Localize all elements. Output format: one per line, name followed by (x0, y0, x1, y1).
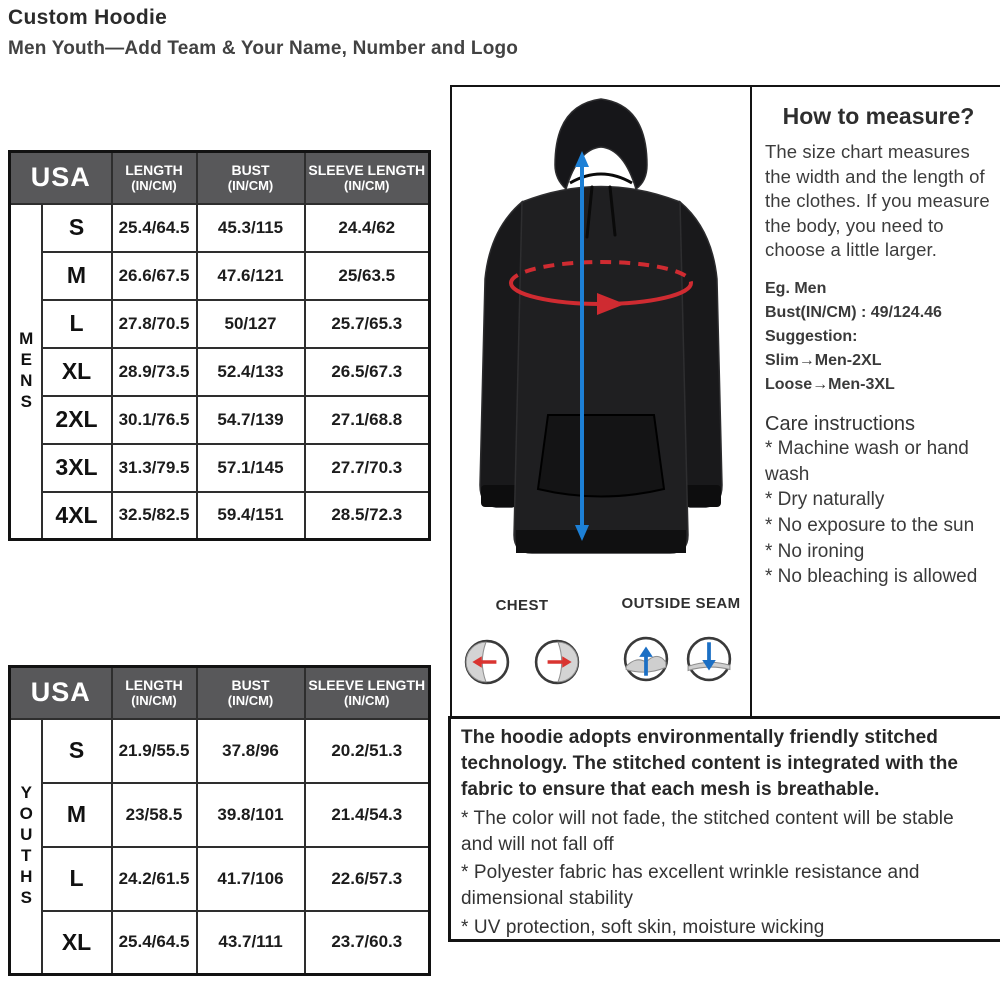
size-cell: M (42, 783, 112, 847)
example-line: Slim→Men-2XL (765, 351, 882, 369)
youths-header-bust (197, 667, 305, 719)
example-block (765, 277, 992, 397)
length-cell: 30.1/76.5 (112, 396, 197, 444)
sleeve-cell: 21.4/54.3 (305, 783, 430, 847)
header-label: SLEEVE LENGTH (308, 161, 426, 178)
sleeve-cell: 28.5/72.3 (305, 492, 430, 540)
size-row (10, 847, 430, 911)
mens-header-sleeve (305, 152, 430, 204)
length-cell: 27.8/70.5 (112, 300, 197, 348)
chest-label: CHEST (495, 597, 549, 614)
youths-header-row (10, 667, 430, 719)
sleeve-cell: 22.6/57.3 (305, 847, 430, 911)
size-cell: 4XL (42, 492, 112, 540)
example-line: Suggestion: (765, 327, 858, 345)
header-label: BUST (231, 161, 270, 178)
length-cell: 32.5/82.5 (112, 492, 197, 540)
size-row (10, 783, 430, 847)
hoodie-illustration (452, 87, 750, 587)
bust-cell: 59.4/151 (197, 492, 305, 540)
page-title: Custom Hoodie (8, 6, 168, 29)
sleeve-cell: 27.1/68.8 (305, 396, 430, 444)
youths-size-table (8, 665, 431, 976)
size-row (10, 719, 430, 783)
size-row (10, 204, 430, 252)
bust-cell: 54.7/139 (197, 396, 305, 444)
hoodie-illustration-panel (450, 85, 752, 716)
header-unit: (IN/CM) (131, 693, 177, 709)
size-cell: 2XL (42, 396, 112, 444)
size-row (10, 348, 430, 396)
header-unit: (IN/CM) (227, 693, 274, 709)
fabric-bullet: * The color will not fade, the stitched content will be stable and will not fall off (461, 807, 954, 855)
sleeve-cell: 26.5/67.3 (305, 348, 430, 396)
bust-cell: 47.6/121 (197, 252, 305, 300)
size-row (10, 444, 430, 492)
length-cell: 31.3/79.5 (112, 444, 197, 492)
size-row (10, 300, 430, 348)
group-label-cell (10, 204, 42, 540)
fabric-description-panel (448, 716, 1000, 942)
length-cell: 25.4/64.5 (112, 204, 197, 252)
length-cell: 28.9/73.5 (112, 348, 197, 396)
how-to-measure-heading: How to measure? (782, 103, 975, 129)
header-unit: (IN/CM) (344, 178, 390, 194)
header-unit: (IN/CM) (344, 693, 390, 709)
mens-size-table-section (8, 150, 428, 541)
group-label: MENS (16, 329, 36, 414)
bust-cell: 43.7/111 (197, 911, 305, 975)
example-line: Loose→Men-3XL (765, 375, 895, 393)
example-line: Bust(IN/CM) : 49/124.46 (765, 303, 942, 321)
hoodie-pocket (538, 415, 664, 497)
bust-cell: 39.8/101 (197, 783, 305, 847)
bust-cell: 52.4/133 (197, 348, 305, 396)
hoodie-collar-line (570, 174, 632, 183)
bust-cell: 41.7/106 (197, 847, 305, 911)
how-to-measure-panel (752, 85, 1000, 716)
care-item: * No exposure to the sun (765, 514, 975, 536)
mens-header-row (10, 152, 430, 204)
mens-size-table (8, 150, 431, 541)
hoodie-right-cuff (683, 485, 721, 507)
length-cell: 25.4/64.5 (112, 911, 197, 975)
size-cell: S (42, 719, 112, 783)
sleeve-cell: 25/63.5 (305, 252, 430, 300)
bust-cell: 37.8/96 (197, 719, 305, 783)
hoodie-torso (514, 187, 688, 554)
header-unit: (IN/CM) (131, 178, 177, 194)
length-cell: 21.9/55.5 (112, 719, 197, 783)
youths-header-usa: USA (10, 667, 112, 719)
example-line: Eg. Men (765, 279, 827, 297)
fabric-description-paragraph: The hoodie adopts environmentally friendly stitched technology. The stitched content is integrated with the fabric to ensure that each mesh is breathable. (461, 727, 959, 801)
care-item: * No bleaching is allowed (765, 566, 978, 588)
sleeve-cell: 27.7/70.3 (305, 444, 430, 492)
chest-arrow-right-icon (534, 639, 580, 685)
size-cell: L (42, 847, 112, 911)
care-item: * Machine wash or hand wash (765, 437, 969, 485)
mens-header-length (112, 152, 197, 204)
header-label: LENGTH (125, 161, 183, 178)
header-unit: (IN/CM) (227, 178, 274, 194)
care-item: * No ironing (765, 540, 865, 562)
bust-cell: 50/127 (197, 300, 305, 348)
size-row (10, 911, 430, 975)
size-cell: XL (42, 911, 112, 975)
header-label: SLEEVE LENGTH (308, 676, 426, 693)
sleeve-cell: 25.7/65.3 (305, 300, 430, 348)
size-cell: L (42, 300, 112, 348)
size-row (10, 252, 430, 300)
chest-arrow-left-icon (464, 639, 510, 685)
size-cell: S (42, 204, 112, 252)
outside-seam-label: OUTSIDE SEAM (621, 595, 741, 612)
size-cell: 3XL (42, 444, 112, 492)
mens-header-bust (197, 152, 305, 204)
seam-arrow-down-icon (686, 636, 732, 682)
care-item: * Dry naturally (765, 489, 885, 511)
fabric-bullet: * Polyester fabric has excellent wrinkle resistance and dimensional stability (461, 862, 920, 910)
sleeve-cell: 24.4/62 (305, 204, 430, 252)
fabric-bullet: * UV protection, soft skin, moisture wicking (461, 916, 825, 938)
size-cell: M (42, 252, 112, 300)
youths-header-length (112, 667, 197, 719)
hoodie-hem (516, 530, 686, 553)
care-instructions-heading: Care instructions (765, 412, 916, 435)
size-cell: XL (42, 348, 112, 396)
sleeve-cell: 23.7/60.3 (305, 911, 430, 975)
group-label: YOUTHS (16, 783, 36, 910)
youths-table-body (10, 719, 430, 975)
mens-header-usa: USA (10, 152, 112, 204)
header-label: LENGTH (125, 676, 183, 693)
youths-size-table-section (8, 665, 428, 976)
length-cell: 24.2/61.5 (112, 847, 197, 911)
hoodie-left-cuff (481, 485, 519, 507)
bust-cell: 45.3/115 (197, 204, 305, 252)
length-cell: 23/58.5 (112, 783, 197, 847)
size-row (10, 396, 430, 444)
bust-cell: 57.1/145 (197, 444, 305, 492)
header-label: BUST (231, 676, 270, 693)
group-label-cell (10, 719, 42, 975)
sleeve-cell: 20.2/51.3 (305, 719, 430, 783)
length-cell: 26.6/67.5 (112, 252, 197, 300)
size-row (10, 492, 430, 540)
mens-table-body (10, 204, 430, 540)
page-subtitle: Men Youth—Add Team & Your Name, Number and Logo (8, 38, 519, 59)
youths-header-sleeve (305, 667, 430, 719)
seam-arrow-up-icon (623, 636, 669, 682)
how-to-measure-body: The size chart measures the width and the length of the clothes. If you measure the body, you need to choose a little larger. (765, 141, 990, 261)
